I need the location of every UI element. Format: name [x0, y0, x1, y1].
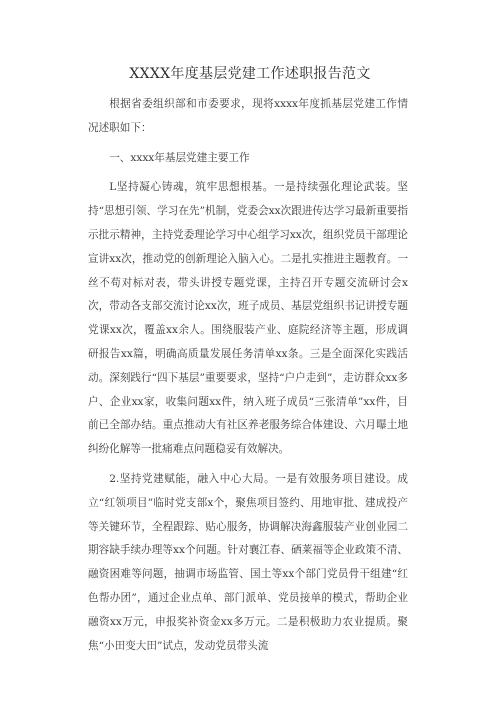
document-body	[88, 93, 408, 658]
document-title: XXXX年度基层党建工作述职报告范文	[129, 66, 371, 82]
section-heading: 一、xxxx年基层党建主要工作	[109, 151, 250, 164]
body-paragraph-2: 2.坚持党建赋能，融入中心大局。一是有效服务项目建设。成立“红领项目”临时党支部x个，聚焦项目签约、用地审批、建成投产等关键环节，全程跟踪、贴心服务，协调解决海鑫服装产业创业园二期容缺手续办理等xx个问题。针对襄江春、硒莱福等企业政策不清、融资困难等问题，抽调市场监管、国土等xx个部门党员骨干组建“红色帮办团”，通过企业点单、部门派单、党员接单的模式，帮助企业融资xx万元，申报奖补资金xx多万元。二是积极助力农业提质。聚焦“小田变大田”试点，发动党员带头流	[88, 472, 408, 652]
body-paragraph-1: L坚持凝心铸魂，筑牢思想根基。一是持续强化理论武装。坚持“思想引领、学习在先”机制，党委会xx次跟进传达学习最新重要指示批示精神，主持党委理论学习中心组学习xx次，组织党员干部理论宣讲xx次，推动党的创新理论入脑入心。二是扎实推进主题教育。一丝不苟对标对表，带头讲授专题党课，主持召开专题交流研讨会x次，带动各支部交流讨论xx次，班子成员、基层党组织书记讲授专题党课xx次，覆盖xx余人。围绕服装产业、庭院经济等主题，形成调研报告xx篇，明确高质量发展任务清单xx条。三是全面深化实践活动。深刻践行“四下基层”重要要求，坚持“户户走到”，走访群众xx多户、企业xx家，收集问题xx件，纳入班子成员“三张清单”xx件，目前已全部办结。重点推动大有社区养老服务综合体建设、六月曝土地纠纷化解等一批痛难点问题稳妥有效解决。	[88, 181, 408, 456]
intro-paragraph: 根据省委组织部和市委要求，现将xxxx年度抓基层党建工作情况述职如下：	[88, 98, 408, 134]
